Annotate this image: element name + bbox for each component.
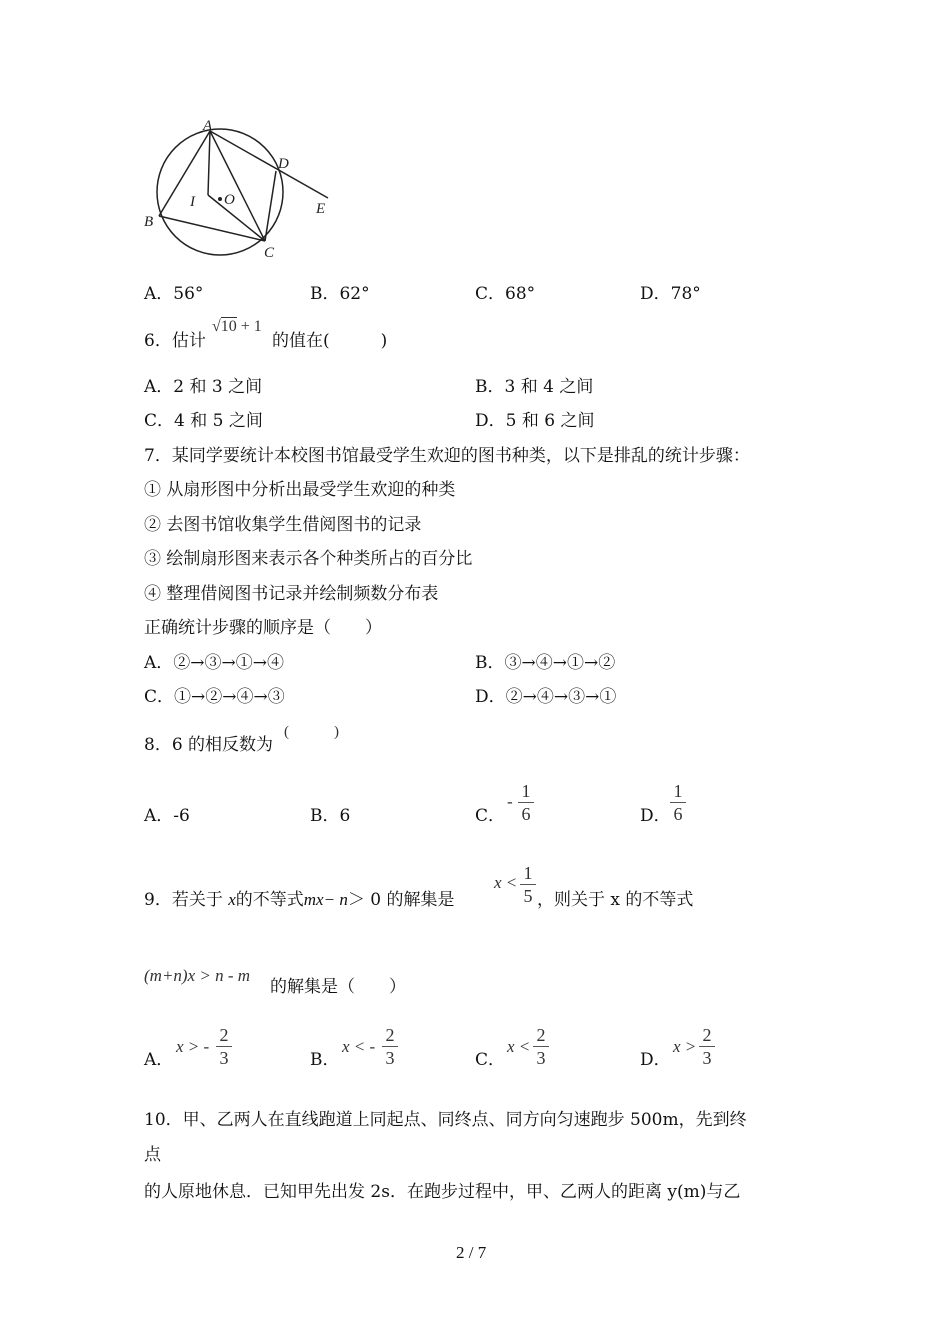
q9-mid1: 的不等式 xyxy=(235,890,304,910)
label-e: E xyxy=(316,201,326,217)
q9-suffix: ，则关于 x 的不等式 xyxy=(537,890,694,910)
fraction-bar xyxy=(518,802,534,803)
q9-option-a-label: A． xyxy=(144,1050,174,1070)
fraction-denominator: 6 xyxy=(521,804,531,824)
segment-ab xyxy=(159,131,210,216)
q7-step-1: ① 从扇形图中分析出最受学生欢迎的种类 xyxy=(144,480,456,500)
q10-line-3: 的人原地休息．已知甲先出发 2s．在跑步过程中，甲、乙两人的距离 y(m)与乙 xyxy=(144,1182,741,1202)
segment-ai xyxy=(208,131,210,195)
q8-paren: ( ) xyxy=(284,724,339,740)
fraction-numerator: 2 xyxy=(219,1025,229,1045)
fraction-denominator: 3 xyxy=(702,1048,712,1068)
q7-option-c: C．①→②→④→③ xyxy=(144,687,285,707)
q6-option-d: D．5 和 6 之间 xyxy=(475,411,595,431)
label-c: C xyxy=(264,245,275,261)
q9-line-1 xyxy=(144,890,454,910)
label-o: O xyxy=(224,192,235,208)
q6-prefix: 6．估计 xyxy=(144,331,206,351)
fraction-denominator: 3 xyxy=(219,1048,229,1068)
q7-question: 正确统计步骤的顺序是（ ） xyxy=(144,618,382,638)
fraction-numerator: 1 xyxy=(521,781,531,801)
sqrt-sign-icon: √ xyxy=(212,318,221,335)
q9-prefix: 9．若关于 xyxy=(144,890,223,910)
q8-option-d-fraction xyxy=(670,781,686,824)
page-number: 2 / 7 xyxy=(456,1243,487,1262)
q9-option-a-lhs: x > - xyxy=(176,1037,210,1056)
circle-geometry-figure xyxy=(140,118,340,268)
q7-stem: 7．某同学要统计本校图书馆最受学生欢迎的图书种类，以下是排乱的统计步骤： xyxy=(144,446,750,466)
q9-option-d-fraction xyxy=(699,1025,715,1068)
q6-option-b: B．3 和 4 之间 xyxy=(475,377,594,397)
q8-option-c-sign: - xyxy=(507,792,513,811)
q7-option-b: B．③→④→①→② xyxy=(475,653,616,673)
q7-step-3: ③ 绘制扇形图来表示各个种类所占的百分比 xyxy=(144,549,473,569)
label-b: B xyxy=(144,214,154,230)
q9-option-b-label: B． xyxy=(310,1050,340,1070)
fraction-numerator: 1 xyxy=(523,863,533,883)
fraction-bar xyxy=(216,1046,232,1047)
label-a: A xyxy=(203,118,213,134)
fraction-numerator: 2 xyxy=(385,1025,395,1045)
q9-var-x: x xyxy=(228,890,236,909)
q6-suffix: 的值在( ) xyxy=(272,331,388,351)
fraction-bar xyxy=(533,1046,549,1047)
q5-option-c: C．68° xyxy=(475,284,536,304)
q6-plus-one: + 1 xyxy=(240,318,262,335)
q7-option-a: A．②→③→①→④ xyxy=(144,653,285,673)
q9-option-a-fraction xyxy=(216,1025,232,1068)
q7-step-4: ④ 整理借阅图书记录并绘制频数分布表 xyxy=(144,584,439,604)
q10-line-1: 10．甲、乙两人在直线跑道上同起点、同终点、同方向匀速跑步 500m，先到终 xyxy=(144,1110,747,1130)
q9-option-c-fraction xyxy=(533,1025,549,1068)
q8-option-c-fraction xyxy=(518,781,534,824)
q9-option-c-label: C． xyxy=(475,1050,506,1070)
fraction-bar xyxy=(699,1046,715,1047)
q6-radicand: 10 xyxy=(220,318,237,335)
center-point-o xyxy=(218,197,222,201)
q5-option-d: D．78° xyxy=(640,284,701,304)
fraction-numerator: 2 xyxy=(702,1025,712,1045)
q8-option-b: B．6 xyxy=(310,806,351,826)
q9-option-b-lhs: x < - xyxy=(342,1037,376,1056)
q6-option-c: C．4 和 5 之间 xyxy=(144,411,263,431)
ray-ade xyxy=(210,131,328,198)
q6-sqrt-expression xyxy=(212,318,262,336)
fraction-denominator: 5 xyxy=(523,886,533,906)
q9-option-b-fraction xyxy=(382,1025,398,1068)
segment-ac xyxy=(210,131,265,241)
q8-option-a: A．-6 xyxy=(144,806,190,826)
q9-condition-fraction xyxy=(520,863,536,906)
q8-option-d-label: D． xyxy=(640,806,671,826)
q9-line2-suffix: 的解集是（ ） xyxy=(270,977,406,997)
q5-option-b: B．62° xyxy=(310,284,370,304)
fraction-numerator: 2 xyxy=(536,1025,546,1045)
fraction-denominator: 6 xyxy=(673,804,683,824)
q9-option-d-label: D． xyxy=(640,1050,671,1070)
q7-step-2: ② 去图书馆收集学生借阅图书的记录 xyxy=(144,515,422,535)
q9-expr: mx− n xyxy=(303,890,348,909)
q9-option-c-lhs: x < xyxy=(507,1037,531,1056)
q9-option-d-lhs: x > xyxy=(673,1037,697,1056)
q7-option-d: D．②→④→③→① xyxy=(475,687,617,707)
q10-line-2: 点 xyxy=(144,1145,161,1165)
fraction-denominator: 3 xyxy=(536,1048,546,1068)
q6-option-a: A．2 和 3 之间 xyxy=(144,377,263,397)
fraction-bar xyxy=(670,802,686,803)
fraction-numerator: 1 xyxy=(673,781,683,801)
fraction-bar xyxy=(382,1046,398,1047)
q8-stem: 8．6 的相反数为 xyxy=(144,735,274,755)
circle-o xyxy=(157,129,283,255)
q9-mid2: ＞ 0 的解集是 xyxy=(347,890,455,910)
label-d: D xyxy=(278,156,289,172)
fraction-bar xyxy=(520,884,536,885)
fraction-denominator: 3 xyxy=(385,1048,395,1068)
q8-option-c-label: C． xyxy=(475,806,506,826)
label-i: I xyxy=(190,194,195,210)
q9-condition-lhs: x < xyxy=(494,873,518,892)
q5-option-a: A．56° xyxy=(144,284,204,304)
q9-line2-expr: (m+n)x > n - m xyxy=(144,966,251,985)
